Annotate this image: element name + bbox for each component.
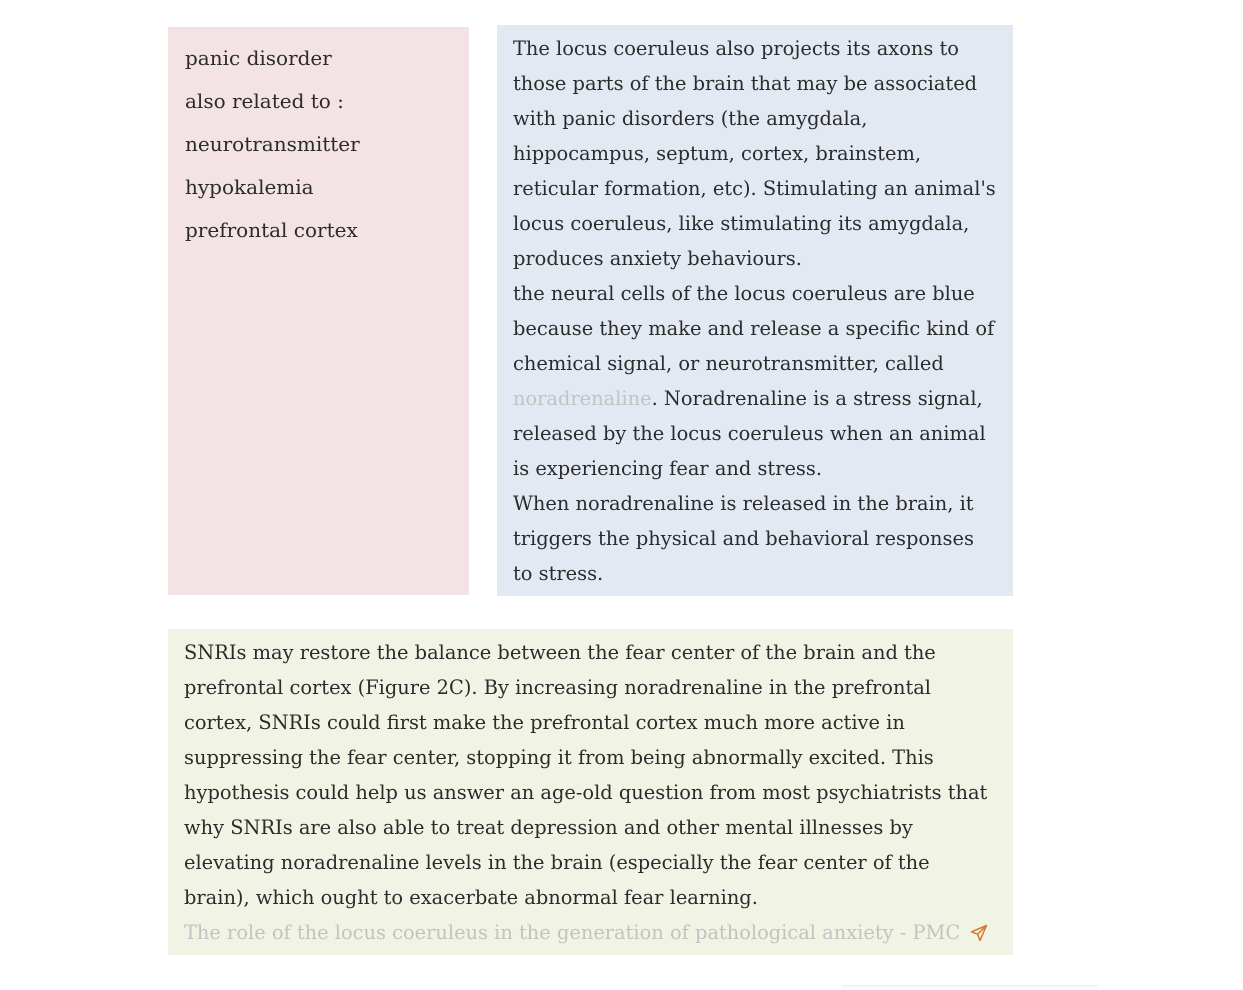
send-icon[interactable]	[970, 918, 988, 953]
tag-item: also related to :	[185, 89, 344, 113]
source-label[interactable]: The role of the locus coeruleus in the generation of pathological anxiety - PMC	[184, 921, 961, 944]
tag-item[interactable]: panic disorder	[185, 46, 332, 70]
note-panel	[497, 25, 1013, 596]
noradrenaline-link[interactable]: noradrenaline	[513, 387, 652, 410]
note-text: the neural cells of the locus coeruleus are blue because they make and release a specific kind of chemical signal, or neurotransmitter, called	[513, 282, 995, 375]
tag-item[interactable]: prefrontal cortex	[185, 218, 358, 242]
tag-item[interactable]: hypokalemia	[185, 175, 314, 199]
summary-panel	[168, 629, 1013, 955]
note-text: . Noradrenaline is a stress signal, released by the locus coeruleus when an animal is experiencing fear and stress.	[513, 387, 986, 480]
source-link[interactable]	[184, 915, 997, 953]
summary-paragraph: SNRIs may restore the balance between the fear center of the brain and the prefrontal cortex (Figure 2C). By increasing noradrenaline in the prefrontal cortex, SNRIs could first make the prefrontal cortex much more active in suppressing the fear center, stopping it from being abnormally excited. This hypothesis could help us answer an age-old question from most psychiatrists that why SNRIs are also able to treat depression and other mental illnesses by elevating noradrenaline levels in the brain (especially the fear center of the brain), which ought to exacerbate abnormal fear learning.	[184, 641, 988, 909]
related-tags-panel	[168, 27, 469, 595]
tag-item[interactable]: neurotransmitter	[185, 132, 360, 156]
note-paragraph: The locus coeruleus also projects its axons to those parts of the brain that may be associated with panic disorders (the amygdala, hippocampus, septum, cortex, brainstem, reticular formation, etc). Stimulating an animal's locus coeruleus, like stimulating its amygdala, produces anxiety behaviours.	[513, 37, 996, 270]
next-panel-edge	[842, 985, 1098, 987]
note-paragraph	[513, 276, 997, 486]
note-paragraph: When noradrenaline is released in the brain, it triggers the physical and behavioral responses to stress.	[513, 492, 974, 585]
